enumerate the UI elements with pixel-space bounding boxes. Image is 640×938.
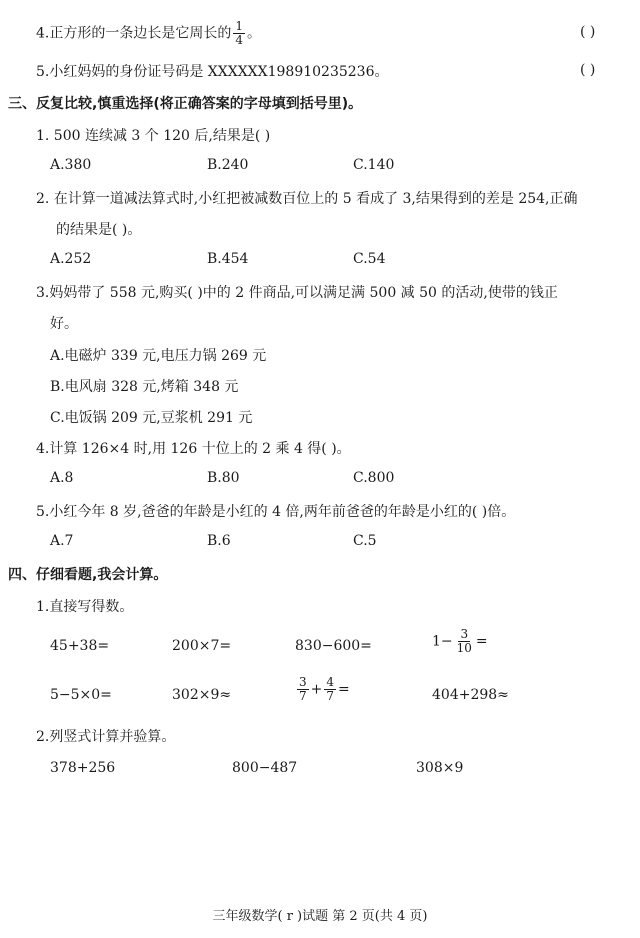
answer-paren[interactable]: ( ) <box>580 24 596 40</box>
choice-q3-line2: 好。 <box>50 316 78 332</box>
judge-q4-suffix: 。 <box>247 25 261 42</box>
option-a[interactable]: A.电磁炉 339 元,电压力锅 269 元 <box>50 348 267 364</box>
vertical-calc-item: 378+256 <box>50 760 116 776</box>
option-a[interactable]: A.252 <box>50 251 92 267</box>
fraction-numerator: 4 <box>326 675 335 689</box>
section-heading: 四、仔细看题,我会计算。 <box>8 567 168 583</box>
option-c[interactable]: C.140 <box>353 157 395 173</box>
calc-item: 404+298≈ <box>432 687 509 703</box>
fraction <box>455 628 474 655</box>
calc-item: 5−5×0= <box>50 687 112 703</box>
option-a[interactable]: A.8 <box>50 470 74 486</box>
vertical-calc-item: 308×9 <box>416 760 464 776</box>
vertical-calc-item: 800−487 <box>232 760 298 776</box>
judge-q5: 5.小红妈妈的身份证号码是 XXXXXX198910235236。 <box>36 64 389 80</box>
section-heading: 三、反复比较,慎重选择(将正确答案的字母填到括号里)。 <box>8 96 363 112</box>
fraction-numerator: 1 <box>235 19 243 33</box>
option-a[interactable]: A.7 <box>50 533 74 549</box>
option-b[interactable]: B.6 <box>207 533 231 549</box>
calc-item: 200×7= <box>172 638 232 654</box>
choice-q1: 1. 500 连续减 3 个 120 后,结果是( ) <box>36 128 271 144</box>
judge-q4-text: 4.正方形的一条边长是它周长的 <box>36 25 232 42</box>
option-c[interactable]: C.800 <box>353 470 395 486</box>
fraction <box>297 676 309 703</box>
option-b[interactable]: B.454 <box>207 251 249 267</box>
calc-item: 830−600= <box>295 638 372 654</box>
choice-q5: 5.小红今年 8 岁,爸爸的年龄是小红的 4 倍,两年前爸爸的年龄是小红的( )倍。 <box>36 504 516 520</box>
fraction-denominator: 4 <box>235 33 243 47</box>
option-b[interactable]: B.240 <box>207 157 249 173</box>
calc-item: 302×9≈ <box>172 687 232 703</box>
fraction-denominator: 7 <box>299 689 307 703</box>
option-b[interactable]: B.80 <box>207 470 240 486</box>
judge-q4 <box>36 20 261 47</box>
fraction-one-quarter <box>233 20 245 47</box>
choice-q2-line2: 的结果是( )。 <box>56 222 142 238</box>
calc-item-fraction <box>295 676 350 703</box>
equals-sign: = <box>338 681 350 698</box>
option-b[interactable]: B.电风扇 328 元,烤箱 348 元 <box>50 379 239 395</box>
plus-sign: + <box>310 681 323 698</box>
answer-paren[interactable]: ( ) <box>580 62 596 78</box>
choice-q2-line1: 2. 在计算一道减法算式时,小红把被减数百位上的 5 看成了 3,结果得到的差是 254,正确 <box>36 191 578 207</box>
calc-expression: 1− <box>432 633 453 650</box>
choice-q3-line1: 3.妈妈带了 558 元,购买( )中的 2 件商品,可以满足满 500 减 50 的活动,使带的钱正 <box>36 285 558 301</box>
equals-sign: = <box>475 633 488 650</box>
fraction-numerator: 3 <box>460 627 469 641</box>
calc-item: 45+38= <box>50 638 110 654</box>
choice-q4: 4.计算 126×4 时,用 126 十位上的 2 乘 4 得( )。 <box>36 441 351 457</box>
option-c[interactable]: C.5 <box>353 533 377 549</box>
option-c[interactable]: C.电饭锅 209 元,豆浆机 291 元 <box>50 410 253 426</box>
fraction <box>324 676 336 703</box>
option-a[interactable]: A.380 <box>50 157 92 173</box>
subsection-title: 1.直接写得数。 <box>36 599 134 615</box>
subsection-title: 2.列竖式计算并验算。 <box>36 729 176 745</box>
option-c[interactable]: C.54 <box>353 251 386 267</box>
fraction-numerator: 3 <box>299 675 307 689</box>
calc-item-fraction <box>432 628 488 655</box>
page-footer: 三年级数学( r )试题 第 2 页(共 4 页) <box>212 909 428 924</box>
fraction-denominator: 7 <box>326 689 335 703</box>
fraction-denominator: 10 <box>456 641 472 655</box>
